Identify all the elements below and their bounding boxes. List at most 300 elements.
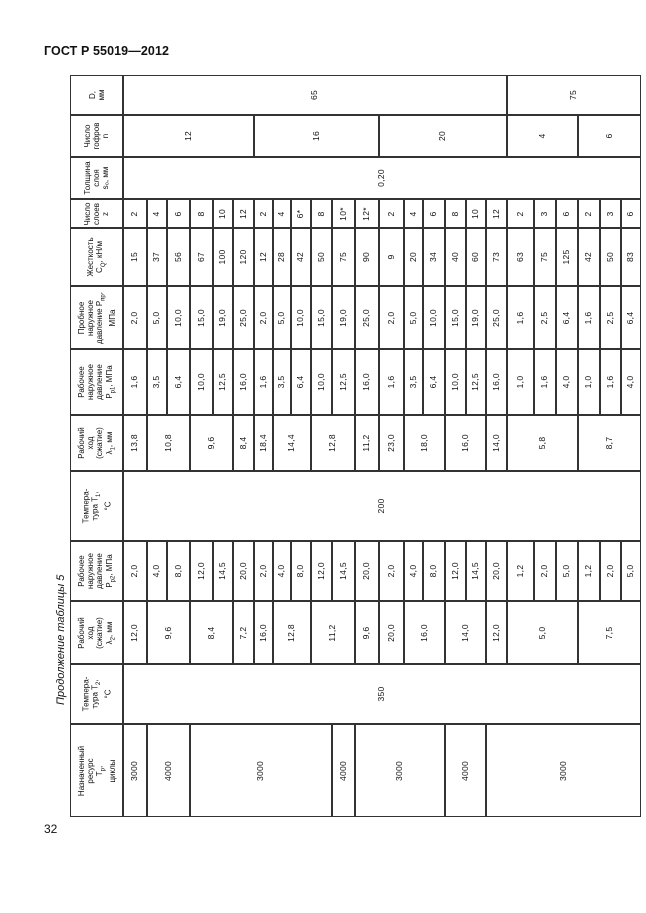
cell-z [445,199,466,228]
cell-Pp1-text: 1,6 [129,375,140,389]
cell-Cq [332,228,355,286]
cell-lambda1-text: 18,4 [257,434,268,452]
cell-z [556,199,578,228]
cell-Cq-text: 67 [195,251,206,263]
column-header-Pp1 [70,349,123,415]
cell-Cq [379,228,404,286]
cell-Ppr [600,286,621,349]
cell-Cq-text: 125 [561,249,572,265]
cell-Pp2-text: 2,0 [257,564,268,578]
cell-n-text: 4 [536,133,547,139]
cell-Pp2-text: 1,2 [514,564,525,578]
cell-n-text: 20 [437,130,448,142]
column-header-T1 [70,471,123,541]
cell-Ppr-text: 2,0 [257,311,268,324]
cell-Ppr [123,286,147,349]
cell-Cq-text: 83 [625,251,636,263]
cell-z [147,199,167,228]
cell-n-text: 6 [603,133,614,139]
cell-z-text: 10* [337,206,348,221]
cell-Pp1-text: 12,5 [337,373,348,391]
cell-Pp2-text: 8,0 [295,564,306,578]
cell-n [379,115,507,157]
cell-Ppr [167,286,190,349]
cell-Ppr [404,286,423,349]
cell-Pp2-text: 12,0 [195,562,206,580]
column-header-label: Число гофров n [82,122,111,150]
cell-Pp2 [332,541,355,601]
cell-Pp1 [379,349,404,415]
cell-Pp2 [578,541,600,601]
cell-lambda2-text: 20,0 [385,623,396,642]
cell-lambda2 [123,601,147,664]
cell-n-text: 16 [310,130,321,142]
cell-Pp2-text: 20,0 [237,562,248,580]
cell-Tr-text: 3000 [129,760,140,781]
cell-Cq-text: 42 [583,251,594,263]
cell-Tr [355,724,445,817]
cell-lambda2-text: 5,0 [536,626,547,639]
cell-Pp2 [379,541,404,601]
cell-Pp2 [423,541,445,601]
cell-z-text: 2 [385,210,396,217]
column-header-label: Жесткость $C_Q$, кН/м [85,237,107,277]
cell-Pp2 [167,541,190,601]
cell-Pp2-text: 20,0 [361,562,372,580]
cell-z-text: 10 [470,208,481,219]
cell-Ppr [486,286,507,349]
cell-lambda2 [486,601,507,664]
cell-Pp2-text: 14,5 [337,562,348,580]
cell-Cq-text: 63 [514,251,525,263]
cell-Pp1 [600,349,621,415]
cell-lambda2 [147,601,190,664]
cell-lambda2 [273,601,311,664]
cell-z [578,199,600,228]
cell-lambda1 [379,415,404,471]
cell-z [486,199,507,228]
cell-Cq [233,228,254,286]
cell-Ppr-text: 19,0 [470,308,481,327]
cell-Pp1-text: 1,6 [539,375,550,389]
cell-Pp2 [190,541,213,601]
cell-z [190,199,213,228]
cell-Ppr-text: 5,0 [407,311,418,324]
cell-Pp2 [600,541,621,601]
cell-Ppr-text: 6,4 [625,311,636,324]
cell-Tr [123,724,147,817]
cell-Pp2-text: 5,0 [625,564,636,578]
cell-Pp1 [621,349,641,415]
cell-z [332,199,355,228]
column-header-label: Число слоев z [82,201,111,226]
column-header-Ppr [70,286,123,349]
column-header-lambda2 [70,601,123,664]
cell-Ppr-text: 2,5 [604,311,615,324]
cell-n [123,115,254,157]
cell-Pp1 [123,349,147,415]
cell-n [507,115,578,157]
cell-Tr [147,724,190,817]
cell-Ppr-text: 1,6 [583,311,594,324]
column-header-label: Толщина слоя s₀, мм [82,161,111,195]
cell-lambda1-text: 18,0 [418,434,429,452]
column-header-label: Назначенный ресурс $T_р$, циклы [76,745,117,796]
cell-z-text: 6 [561,210,572,217]
cell-Pp1 [423,349,445,415]
cell-Cq [190,228,213,286]
cell-Pp2-text: 12,0 [449,562,460,580]
cell-Pp1-text: 10,0 [315,373,326,391]
cell-Cq [423,228,445,286]
cell-lambda1-text: 23,0 [385,434,396,452]
cell-Pp1-text: 4,0 [625,375,636,389]
cell-z-text: 8 [449,210,460,217]
cell-lambda2-text: 9,6 [361,626,372,639]
cell-Cq-text: 15 [129,251,140,263]
cell-Pp1 [190,349,213,415]
cell-lambda2 [507,601,578,664]
cell-z [621,199,641,228]
cell-z-text: 4 [407,210,418,217]
cell-Pp2-text: 4,0 [151,564,162,578]
cell-Pp2 [233,541,254,601]
cell-z [123,199,147,228]
cell-Ppr [213,286,233,349]
cell-Ppr [233,286,254,349]
cell-lambda1 [311,415,355,471]
cell-lambda1-text: 11,2 [361,434,372,452]
cell-lambda1 [233,415,254,471]
cell-Pp2 [404,541,423,601]
cell-lambda2-text: 14,0 [459,623,470,642]
cell-lambda1-text: 13,8 [129,434,140,452]
cell-z [233,199,254,228]
cell-Pp1 [507,349,534,415]
cell-Tr [332,724,355,817]
cell-Ppr [190,286,213,349]
cell-s0 [123,157,641,199]
cell-T1-text: 200 [376,498,387,514]
column-header-Tr [70,724,123,817]
cell-Pp2 [507,541,534,601]
cell-Cq [291,228,311,286]
cell-z-text: 6 [428,210,439,217]
cell-Pp2 [213,541,233,601]
cell-Pp1-text: 6,4 [295,375,306,389]
cell-Pp2 [486,541,507,601]
cell-Pp2-text: 4,0 [407,564,418,578]
cell-z [167,199,190,228]
cell-Ppr [507,286,534,349]
cell-lambda2-text: 9,6 [162,626,173,639]
cell-Pp1-text: 3,5 [407,375,418,389]
cell-z-text: 12* [361,206,372,221]
cell-Pp2 [621,541,641,601]
cell-Ppr-text: 19,0 [217,308,228,327]
cell-lambda1-text: 14,0 [490,434,501,452]
cell-Cq-text: 40 [449,251,460,263]
cell-lambda2-text: 12,8 [286,623,297,642]
cell-z-text: 4 [151,210,162,217]
cell-Pp2 [556,541,578,601]
cell-Cq [507,228,534,286]
cell-Cq [123,228,147,286]
cell-Cq-text: 50 [604,251,615,263]
cell-Ppr-text: 2,5 [539,311,550,324]
cell-z-text: 2 [514,210,525,217]
cell-Cq-text: 20 [407,251,418,263]
cell-Cq [355,228,379,286]
cell-Ppr-text: 5,0 [276,311,287,324]
cell-z-text: 10 [217,208,228,219]
cell-Pp1 [355,349,379,415]
cell-lambda2-text: 12,0 [129,623,140,642]
cell-z [355,199,379,228]
cell-Ppr-text: 25,0 [490,308,501,327]
cell-lambda1-text: 5,8 [536,436,547,450]
cell-Cq [167,228,190,286]
cell-lambda1-text: 8,7 [603,436,614,450]
cell-lambda1 [147,415,190,471]
cell-z-text: 8 [195,210,206,217]
cell-Tr [190,724,332,817]
cell-Pp1-text: 6,4 [428,375,439,389]
table-caption: Продолжение таблицы 5 [55,574,67,705]
cell-Ppr [534,286,556,349]
cell-z-text: 6 [625,210,636,217]
cell-lambda2 [190,601,233,664]
cell-Pp2-text: 1,2 [583,564,594,578]
cell-Ppr-text: 15,0 [449,308,460,327]
cell-Cq-text: 50 [315,251,326,263]
cell-T2 [123,664,641,724]
cell-Ppr-text: 2,0 [129,311,140,324]
cell-lambda1 [404,415,445,471]
cell-Pp1-text: 1,6 [604,375,615,389]
cell-z [213,199,233,228]
cell-Cq-text: 120 [237,249,248,265]
cell-Pp1 [147,349,167,415]
cell-Cq-text: 75 [539,251,550,263]
cell-lambda2 [233,601,254,664]
cell-Pp1-text: 4,0 [561,375,572,389]
cell-z [534,199,556,228]
cell-Cq-text: 12 [257,251,268,263]
cell-Cq-text: 90 [361,251,372,263]
cell-Pp1 [578,349,600,415]
cell-z [273,199,291,228]
cell-lambda2 [254,601,273,664]
cell-lambda2-text: 16,0 [257,623,268,642]
cell-Cq [213,228,233,286]
cell-lambda1-text: 14,4 [286,434,297,452]
cell-lambda2-text: 11,2 [327,623,338,642]
column-header-Cq [70,228,123,286]
cell-lambda2 [379,601,404,664]
cell-lambda2-text: 12,0 [490,623,501,642]
cell-n [578,115,641,157]
cell-z-text: 12 [237,208,248,219]
cell-D-text: 65 [309,89,320,101]
cell-Pp2-text: 14,5 [470,562,481,580]
cell-lambda2-text: 7,5 [603,626,614,639]
column-header-label: Рабочий ход (сжатие) $\lambda_2$, мм [76,616,116,649]
cell-Ppr-text: 10,0 [295,308,306,327]
cell-n-text: 12 [182,130,193,142]
cell-Pp1 [167,349,190,415]
cell-Ppr [254,286,273,349]
cell-Pp1-text: 6,4 [172,375,183,389]
cell-Cq-text: 100 [217,249,228,265]
cell-Ppr [379,286,404,349]
cell-Cq [621,228,641,286]
cell-Cq [600,228,621,286]
cell-Pp2 [534,541,556,601]
cell-Ppr-text: 19,0 [337,308,348,327]
cell-Pp1-text: 10,0 [449,373,460,391]
column-header-D [70,75,123,115]
cell-z-text: 2 [129,210,140,217]
column-header-label: Рабочее наружное давление $P_{р1}$, МПа [76,364,116,400]
cell-Tr-text: 4000 [337,760,348,781]
cell-z-text: 3 [604,210,615,217]
cell-Pp2-text: 12,0 [315,562,326,580]
cell-Pp1 [233,349,254,415]
cell-Pp1 [534,349,556,415]
cell-Cq [311,228,332,286]
cell-z-text: 4 [276,210,287,217]
cell-Ppr [332,286,355,349]
cell-lambda2-text: 7,2 [237,626,248,639]
cell-Cq [578,228,600,286]
cell-Cq-text: 56 [172,251,183,263]
cell-Pp1 [254,349,273,415]
column-header-label: Рабочий ход (сжатие) $\lambda_1$, мм [76,427,116,459]
cell-z [254,199,273,228]
cell-Cq [466,228,486,286]
cell-Pp2-text: 20,0 [490,562,501,580]
cell-Ppr [311,286,332,349]
cell-Tr-text: 4000 [162,760,173,781]
cell-Ppr-text: 25,0 [237,308,248,327]
cell-Ppr-text: 6,4 [561,311,572,324]
cell-Cq [254,228,273,286]
cell-Pp2-text: 2,0 [539,564,550,578]
cell-lambda1-text: 9,6 [205,436,216,450]
cell-z-text: 2 [257,210,268,217]
cell-Ppr [466,286,486,349]
cell-Pp2 [355,541,379,601]
cell-lambda1 [578,415,641,471]
cell-Ppr-text: 25,0 [361,308,372,327]
cell-Pp1 [556,349,578,415]
cell-lambda2 [355,601,379,664]
cell-Pp2-text: 8,0 [428,564,439,578]
cell-z [507,199,534,228]
cell-Pp2 [466,541,486,601]
cell-Pp1 [404,349,423,415]
cell-Cq [534,228,556,286]
cell-Cq-text: 37 [151,251,162,263]
cell-lambda2 [578,601,641,664]
cell-Cq [445,228,466,286]
cell-Pp1-text: 1,6 [385,375,396,389]
cell-T1 [123,471,641,541]
cell-n [254,115,379,157]
cell-Pp2 [291,541,311,601]
cell-Ppr [423,286,445,349]
cell-z [379,199,404,228]
cell-lambda2-text: 16,0 [418,623,429,642]
cell-z [291,199,311,228]
cell-Pp1 [213,349,233,415]
cell-Ppr [578,286,600,349]
cell-Pp1 [466,349,486,415]
cell-Ppr-text: 15,0 [315,308,326,327]
cell-lambda1 [355,415,379,471]
cell-Pp2-text: 4,0 [276,564,287,578]
column-header-s0 [70,157,123,199]
cell-Pp2-text: 8,0 [172,564,183,578]
cell-Pp1-text: 16,0 [361,373,372,391]
cell-Pp2-text: 2,0 [385,564,396,578]
cell-Pp1 [291,349,311,415]
cell-Pp1-text: 1,0 [514,375,525,389]
cell-Cq-text: 60 [470,251,481,263]
cell-lambda1-text: 8,4 [237,436,248,450]
column-header-n [70,115,123,157]
cell-Ppr [147,286,167,349]
cell-z-text: 6* [295,209,306,218]
cell-lambda1 [190,415,233,471]
cell-Pp2 [254,541,273,601]
cell-Tr-text: 4000 [459,760,470,781]
cell-s0-text: 0,20 [376,169,387,187]
cell-Ppr-text: 10,0 [428,308,439,327]
cell-Pp2 [273,541,291,601]
cell-Tr-text: 3000 [557,760,568,781]
cell-Cq [404,228,423,286]
cell-Pp1-text: 16,0 [237,373,248,391]
cell-Ppr [355,286,379,349]
cell-lambda2 [311,601,355,664]
cell-Ppr [291,286,311,349]
cell-lambda1 [445,415,486,471]
cell-z-text: 6 [172,210,183,217]
cell-Cq [147,228,167,286]
cell-Pp1 [273,349,291,415]
cell-Pp1-text: 1,6 [257,375,268,389]
column-header-T2 [70,664,123,724]
column-header-lambda1 [70,415,123,471]
cell-z-text: 3 [539,210,550,217]
cell-D [123,75,507,115]
cell-Tr [445,724,486,817]
cell-z-text: 8 [315,210,326,217]
cell-Ppr [445,286,466,349]
cell-Ppr-text: 10,0 [172,308,183,327]
page-number: 32 [44,822,58,836]
cell-z-text: 12 [490,208,501,219]
cell-Pp2 [147,541,167,601]
cell-Cq-text: 75 [337,251,348,263]
column-header-label: D, мм [87,89,106,101]
cell-Pp1 [311,349,332,415]
cell-Ppr [556,286,578,349]
cell-Cq-text: 42 [295,251,306,263]
cell-lambda2-text: 8,4 [205,626,216,639]
